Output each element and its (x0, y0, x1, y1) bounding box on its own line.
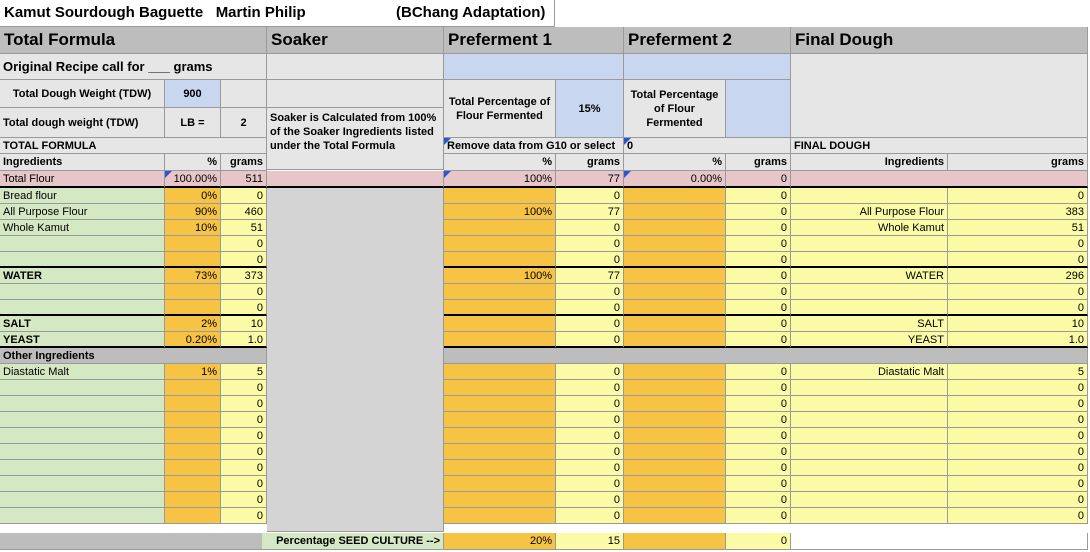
ingredient-name[interactable]: WATER (0, 268, 165, 284)
ingredient-name[interactable]: YEAST (0, 332, 165, 348)
p2-grams[interactable]: 0 (726, 476, 791, 492)
ingredient-name[interactable]: Bread flour (0, 188, 165, 204)
tdw-label: Total Dough Weight (TDW) (0, 80, 165, 108)
header-final-dough[interactable]: Final Dough (791, 27, 1088, 54)
ingredient-pct[interactable] (165, 492, 221, 508)
col-grams: grams (221, 154, 267, 171)
final-ingredient-name[interactable]: SALT (791, 316, 948, 332)
total-flour-grams[interactable]: 511 (221, 171, 267, 188)
recipe-adaptation: (BChang Adaptation) (396, 4, 546, 21)
p1-grams[interactable]: 0 (556, 300, 624, 316)
final-grams[interactable]: 0 (948, 396, 1088, 412)
final-ingredient-name[interactable] (791, 428, 948, 444)
p1-pct[interactable] (444, 492, 556, 508)
p1-pct[interactable] (444, 508, 556, 524)
recipe-title: Kamut Sourdough Baguette (4, 4, 204, 21)
p1-total-pct-label: Total Percentage of Flour Fermented (444, 80, 556, 138)
ingredient-pct[interactable] (165, 380, 221, 396)
soaker-blank-top[interactable] (267, 54, 444, 80)
p1-grams[interactable]: 77 (556, 268, 624, 284)
ingredient-pct[interactable] (165, 428, 221, 444)
header-total-formula[interactable]: Total Formula (0, 27, 267, 54)
p1-pct[interactable] (444, 236, 556, 252)
ingredient-pct[interactable]: 90% (165, 204, 221, 220)
p2-pct[interactable] (624, 252, 726, 268)
p2-pct[interactable] (624, 236, 726, 252)
final-grams[interactable]: 0 (948, 428, 1088, 444)
p1-pct[interactable] (444, 316, 556, 332)
final-ingredient-name[interactable] (791, 412, 948, 428)
total-flour-label: Total Flour (0, 171, 165, 188)
final-grams[interactable]: 10 (948, 316, 1088, 332)
final-ingredient-name[interactable] (791, 396, 948, 412)
ingredient-pct[interactable] (165, 444, 221, 460)
ingredient-pct[interactable] (165, 236, 221, 252)
p2-total-pct-label: Total Percentage of Flour Fermented (624, 80, 726, 138)
final-ingredient-name[interactable] (791, 300, 948, 316)
final-ingredient-name[interactable] (791, 284, 948, 300)
p2-grams[interactable]: 0 (726, 428, 791, 444)
final-total-flour[interactable] (791, 171, 1088, 188)
p1-select-note[interactable]: Remove data from G10 or select (444, 138, 624, 154)
ingredient-grams[interactable]: 0 (221, 412, 267, 428)
ingredient-name[interactable] (0, 428, 165, 444)
p2-grams[interactable]: 0 (726, 188, 791, 204)
p2-pct[interactable] (624, 332, 726, 348)
ingredient-name[interactable] (0, 396, 165, 412)
p1-grams[interactable]: 0 (556, 476, 624, 492)
total-formula-caps: TOTAL FORMULA (0, 138, 267, 154)
p1-grams[interactable]: 0 (556, 508, 624, 524)
p2-col-pct: % (624, 154, 726, 171)
p1-pct[interactable]: 100% (444, 204, 556, 220)
final-ingredient-name[interactable] (791, 508, 948, 524)
tdw-lb-label: Total dough weight (TDW) (0, 108, 165, 138)
p2-total-flour-pct[interactable]: 0.00% (624, 171, 726, 188)
p2-grams[interactable]: 0 (726, 396, 791, 412)
ingredient-grams[interactable]: 51 (221, 220, 267, 236)
final-ingredient-name[interactable]: WATER (791, 268, 948, 284)
p1-blank-top[interactable] (444, 54, 624, 80)
p1-pct[interactable] (444, 220, 556, 236)
final-col-grams: grams (948, 154, 1088, 171)
p2-pct[interactable] (624, 204, 726, 220)
final-grams[interactable]: 0 (948, 380, 1088, 396)
final-grams[interactable]: 0 (948, 460, 1088, 476)
ingredient-grams[interactable]: 0 (221, 476, 267, 492)
p2-pct[interactable] (624, 380, 726, 396)
final-ingredient-name[interactable] (791, 460, 948, 476)
p1-grams[interactable]: 0 (556, 380, 624, 396)
final-ingredient-name[interactable]: Diastatic Malt (791, 364, 948, 380)
p1-pct[interactable] (444, 300, 556, 316)
col-ingredients: Ingredients (0, 154, 165, 171)
p1-pct[interactable] (444, 332, 556, 348)
final-grams[interactable]: 383 (948, 204, 1088, 220)
p2-grams[interactable]: 0 (726, 444, 791, 460)
final-grams[interactable]: 0 (948, 508, 1088, 524)
p2-grams[interactable]: 0 (726, 268, 791, 284)
total-flour-pct[interactable]: 100.00% (165, 171, 221, 188)
seed-p2-grams[interactable]: 0 (726, 533, 791, 550)
final-grams[interactable]: 296 (948, 268, 1088, 284)
p2-pct[interactable] (624, 508, 726, 524)
final-ingredient-name[interactable] (791, 252, 948, 268)
ingredient-name[interactable] (0, 252, 165, 268)
ingredient-grams[interactable]: 0 (221, 508, 267, 524)
p2-grams[interactable]: 0 (726, 252, 791, 268)
p1-grams[interactable]: 0 (556, 188, 624, 204)
p2-grams[interactable]: 0 (726, 492, 791, 508)
final-ingredient-name[interactable] (791, 444, 948, 460)
ingredient-grams[interactable]: 10 (221, 316, 267, 332)
ingredient-grams[interactable]: 0 (221, 428, 267, 444)
p2-select[interactable]: 0 (624, 138, 791, 154)
p2-grams[interactable]: 0 (726, 508, 791, 524)
ingredient-grams[interactable]: 1.0 (221, 332, 267, 348)
p1-pct[interactable] (444, 396, 556, 412)
p1-pct[interactable] (444, 412, 556, 428)
ingredient-name[interactable] (0, 380, 165, 396)
p2-grams[interactable]: 0 (726, 332, 791, 348)
p2-grams[interactable]: 0 (726, 316, 791, 332)
header-preferment-2[interactable]: Preferment 2 (624, 27, 791, 54)
p1-grams[interactable]: 0 (556, 364, 624, 380)
p1-pct[interactable] (444, 252, 556, 268)
p1-pct[interactable] (444, 476, 556, 492)
p1-grams[interactable]: 0 (556, 412, 624, 428)
final-grams[interactable]: 0 (948, 300, 1088, 316)
p1-grams[interactable]: 0 (556, 236, 624, 252)
p1-grams[interactable]: 0 (556, 316, 624, 332)
soaker-note: Soaker is Calculated from 100% of the Soaker Ingredients listed under the Total Formula (267, 108, 444, 170)
p2-pct[interactable] (624, 316, 726, 332)
ingredient-pct[interactable] (165, 476, 221, 492)
lb-eq-label: LB = (165, 108, 221, 138)
tdw-input[interactable]: 900 (165, 80, 221, 108)
ingredient-name[interactable] (0, 284, 165, 300)
header-preferment-1[interactable]: Preferment 1 (444, 27, 624, 54)
ingredient-name[interactable]: All Purpose Flour (0, 204, 165, 220)
final-grams[interactable]: 0 (948, 284, 1088, 300)
ingredient-pct[interactable] (165, 460, 221, 476)
ingredient-pct[interactable]: 10% (165, 220, 221, 236)
ingredient-grams[interactable]: 0 (221, 492, 267, 508)
ingredient-pct[interactable]: 0.20% (165, 332, 221, 348)
p2-grams[interactable]: 0 (726, 204, 791, 220)
ingredient-pct[interactable]: 1% (165, 364, 221, 380)
p1-total-flour-pct[interactable]: 100% (444, 171, 556, 188)
ingredient-pct[interactable]: 0% (165, 188, 221, 204)
final-ingredient-name[interactable] (791, 492, 948, 508)
ingredient-grams[interactable]: 0 (221, 188, 267, 204)
final-grams[interactable]: 51 (948, 220, 1088, 236)
col-pct: % (165, 154, 221, 171)
title-row[interactable] (0, 0, 555, 27)
p2-grams[interactable]: 0 (726, 460, 791, 476)
p2-total-flour-grams[interactable]: 0 (726, 171, 791, 188)
final-ingredient-name[interactable]: YEAST (791, 332, 948, 348)
ingredient-grams[interactable]: 0 (221, 284, 267, 300)
p2-pct[interactable] (624, 300, 726, 316)
ingredient-pct[interactable] (165, 300, 221, 316)
p2-pct[interactable] (624, 268, 726, 284)
ingredient-grams[interactable]: 0 (221, 236, 267, 252)
soaker-total-flour[interactable] (267, 171, 444, 188)
p2-col-grams: grams (726, 154, 791, 171)
ingredient-name[interactable] (0, 300, 165, 316)
p1-grams[interactable]: 0 (556, 252, 624, 268)
final-ingredient-name[interactable] (791, 188, 948, 204)
ingredient-pct[interactable] (165, 396, 221, 412)
p1-pct[interactable] (444, 364, 556, 380)
p1-grams[interactable]: 0 (556, 396, 624, 412)
ingredient-pct[interactable] (165, 284, 221, 300)
seed-p2-pct[interactable] (624, 533, 726, 550)
p2-grams[interactable]: 0 (726, 412, 791, 428)
ingredient-name[interactable] (0, 236, 165, 252)
p2-pct-input[interactable] (726, 80, 791, 138)
p2-pct[interactable] (624, 412, 726, 428)
p2-pct[interactable] (624, 396, 726, 412)
p1-grams[interactable]: 0 (556, 332, 624, 348)
ingredient-name[interactable] (0, 460, 165, 476)
ingredient-name[interactable] (0, 412, 165, 428)
p1-col-pct: % (444, 154, 556, 171)
p1-grams[interactable]: 0 (556, 220, 624, 236)
p2-grams[interactable]: 0 (726, 300, 791, 316)
final-grams[interactable]: 5 (948, 364, 1088, 380)
p2-blank-top[interactable] (624, 54, 791, 80)
soaker-body[interactable] (267, 188, 444, 532)
p2-pct[interactable] (624, 428, 726, 444)
ingredient-grams[interactable]: 0 (221, 460, 267, 476)
p2-pct[interactable] (624, 364, 726, 380)
ingredient-grams[interactable]: 0 (221, 380, 267, 396)
ingredient-name[interactable] (0, 492, 165, 508)
p1-pct[interactable] (444, 428, 556, 444)
p2-pct[interactable] (624, 220, 726, 236)
final-ingredient-name[interactable]: All Purpose Flour (791, 204, 948, 220)
final-grams[interactable]: 0 (948, 236, 1088, 252)
p1-grams[interactable]: 0 (556, 428, 624, 444)
ingredient-name[interactable]: Diastatic Malt (0, 364, 165, 380)
final-grams[interactable]: 0 (948, 444, 1088, 460)
p1-grams[interactable]: 0 (556, 444, 624, 460)
seed-p1-pct[interactable]: 20% (444, 533, 556, 550)
ingredient-name[interactable] (0, 508, 165, 524)
final-blank-top[interactable] (791, 54, 1088, 138)
recipe-author: Martin Philip (215, 4, 306, 21)
p2-pct[interactable] (624, 476, 726, 492)
final-ingredient-name[interactable] (791, 476, 948, 492)
p2-grams[interactable]: 0 (726, 236, 791, 252)
tdw-blank[interactable] (221, 80, 267, 108)
p2-pct[interactable] (624, 188, 726, 204)
original-recipe-label[interactable]: Original Recipe call for ___ grams (0, 54, 267, 80)
seed-culture-label: Percentage SEED CULTURE --> (262, 533, 444, 550)
p1-pct[interactable] (444, 188, 556, 204)
p1-pct[interactable] (444, 284, 556, 300)
seed-p1-grams[interactable]: 15 (556, 533, 624, 550)
p2-grams[interactable]: 0 (726, 284, 791, 300)
ingredient-name[interactable]: SALT (0, 316, 165, 332)
header-soaker[interactable]: Soaker (267, 27, 444, 54)
p1-grams[interactable]: 0 (556, 460, 624, 476)
p1-grams[interactable]: 0 (556, 492, 624, 508)
soaker-blank-2[interactable] (267, 80, 444, 108)
ingredient-pct[interactable]: 73% (165, 268, 221, 284)
p2-pct[interactable] (624, 460, 726, 476)
ingredient-grams[interactable]: 460 (221, 204, 267, 220)
seed-row-blank (0, 533, 267, 550)
final-ingredient-name[interactable] (791, 236, 948, 252)
other-ingredients-label: Other Ingredients (0, 348, 267, 364)
p2-grams[interactable]: 0 (726, 380, 791, 396)
p1-pct[interactable]: 100% (444, 268, 556, 284)
ingredient-grams[interactable]: 0 (221, 396, 267, 412)
ingredient-pct[interactable] (165, 412, 221, 428)
lb-value[interactable]: 2 (221, 108, 267, 138)
ingredient-grams[interactable]: 0 (221, 300, 267, 316)
ingredient-name[interactable] (0, 444, 165, 460)
p2-pct[interactable] (624, 492, 726, 508)
final-grams[interactable]: 0 (948, 252, 1088, 268)
p1-pct[interactable] (444, 380, 556, 396)
final-ingredient-name[interactable]: Whole Kamut (791, 220, 948, 236)
p2-pct[interactable] (624, 444, 726, 460)
ingredient-grams[interactable]: 5 (221, 364, 267, 380)
ingredient-pct[interactable]: 2% (165, 316, 221, 332)
p1-pct[interactable] (444, 460, 556, 476)
final-grams[interactable]: 0 (948, 188, 1088, 204)
p1-pct-input[interactable]: 15% (556, 80, 624, 138)
ingredient-grams[interactable]: 373 (221, 268, 267, 284)
p1-grams[interactable]: 0 (556, 284, 624, 300)
final-ingredient-name[interactable] (791, 380, 948, 396)
ingredient-name[interactable] (0, 476, 165, 492)
final-col-ingredients: Ingredients (791, 154, 948, 171)
seed-final-blank (791, 533, 1088, 550)
final-grams[interactable]: 0 (948, 412, 1088, 428)
p2-grams[interactable]: 0 (726, 220, 791, 236)
final-dough-caps: FINAL DOUGH (791, 138, 1088, 154)
ingredient-name[interactable]: Whole Kamut (0, 220, 165, 236)
p1-col-grams: grams (556, 154, 624, 171)
final-grams[interactable]: 0 (948, 476, 1088, 492)
final-grams[interactable]: 1.0 (948, 332, 1088, 348)
p2-grams[interactable]: 0 (726, 364, 791, 380)
p1-total-flour-grams[interactable]: 77 (556, 171, 624, 188)
other-ingredients-bar (444, 348, 1088, 364)
p1-grams[interactable]: 77 (556, 204, 624, 220)
final-grams[interactable]: 0 (948, 492, 1088, 508)
p1-pct[interactable] (444, 444, 556, 460)
p2-pct[interactable] (624, 284, 726, 300)
ingredient-pct[interactable] (165, 508, 221, 524)
ingredient-grams[interactable]: 0 (221, 252, 267, 268)
ingredient-grams[interactable]: 0 (221, 444, 267, 460)
ingredient-pct[interactable] (165, 252, 221, 268)
